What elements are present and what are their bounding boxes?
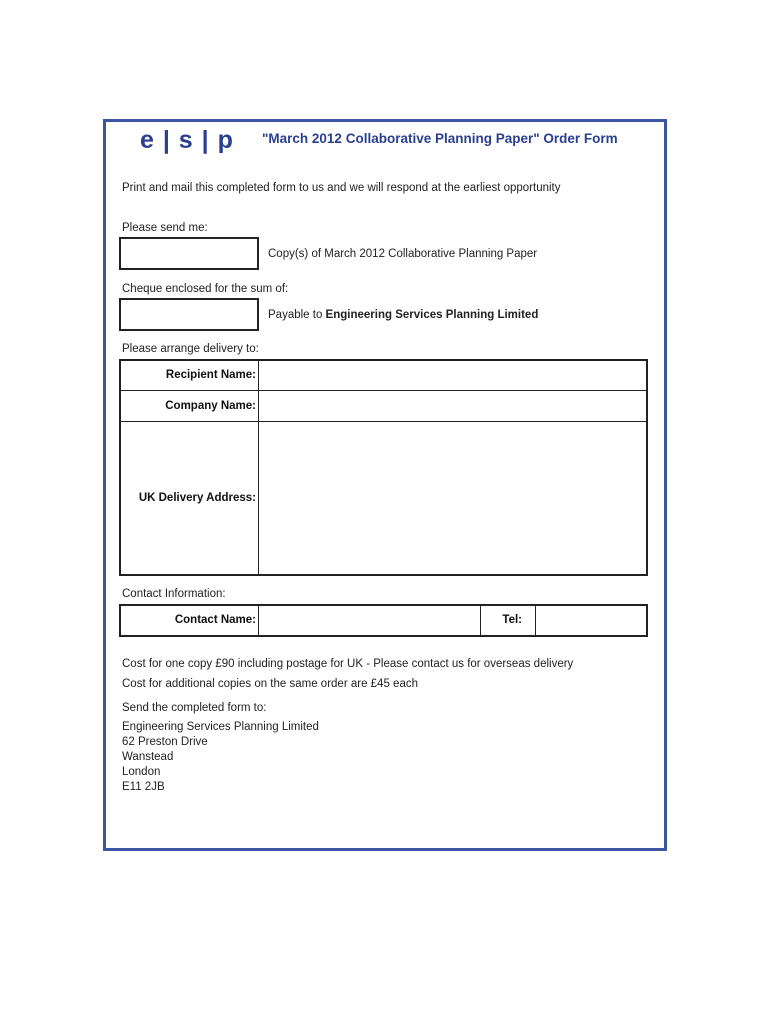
contact-name-label: Contact Name: [174,614,256,626]
recipient-label: Recipient Name: [165,369,256,381]
cost-line-2: Cost for additional copies on the same order are £45 each [122,678,418,690]
payable-text: Payable to Engineering Services Planning Limited [268,309,539,321]
tel-label: Tel: [502,614,522,626]
copies-quantity-field[interactable] [119,237,259,270]
send-label: Please send me: [122,222,208,234]
address-line: Wanstead [122,751,174,763]
address-line: London [122,766,161,778]
copies-text: Copy(s) of March 2012 Collaborative Planning Paper [268,248,538,260]
esp-logo: e | s | p [140,126,234,154]
company-name-field[interactable] [258,390,647,422]
delivery-label: Please arrange delivery to: [122,343,259,355]
cheque-amount-field[interactable] [119,298,259,331]
payable-company: Engineering Services Planning Limited [325,309,539,321]
address-label: UK Delivery Address: [138,492,256,504]
tel-field[interactable] [535,605,647,636]
address-line: Engineering Services Planning Limited [122,721,319,733]
address-line: E11 2JB [122,781,165,793]
contact-name-field[interactable] [258,605,481,636]
recipient-name-field[interactable] [258,360,647,391]
contact-label: Contact Information: [122,588,226,600]
form-title: "March 2012 Collaborative Planning Paper" Order Form [262,131,618,146]
mail-to-label: Send the completed form to: [122,702,267,714]
cost-line-1: Cost for one copy £90 including postage for UK - Please contact us for overseas delivery [122,658,574,670]
cheque-label: Cheque enclosed for the sum of: [122,283,289,295]
address-field[interactable] [258,421,647,575]
company-label: Company Name: [165,400,256,412]
intro-text: Print and mail this completed form to us and we will respond at the earliest opportunity [122,182,561,194]
address-line: 62 Preston Drive [122,736,208,748]
